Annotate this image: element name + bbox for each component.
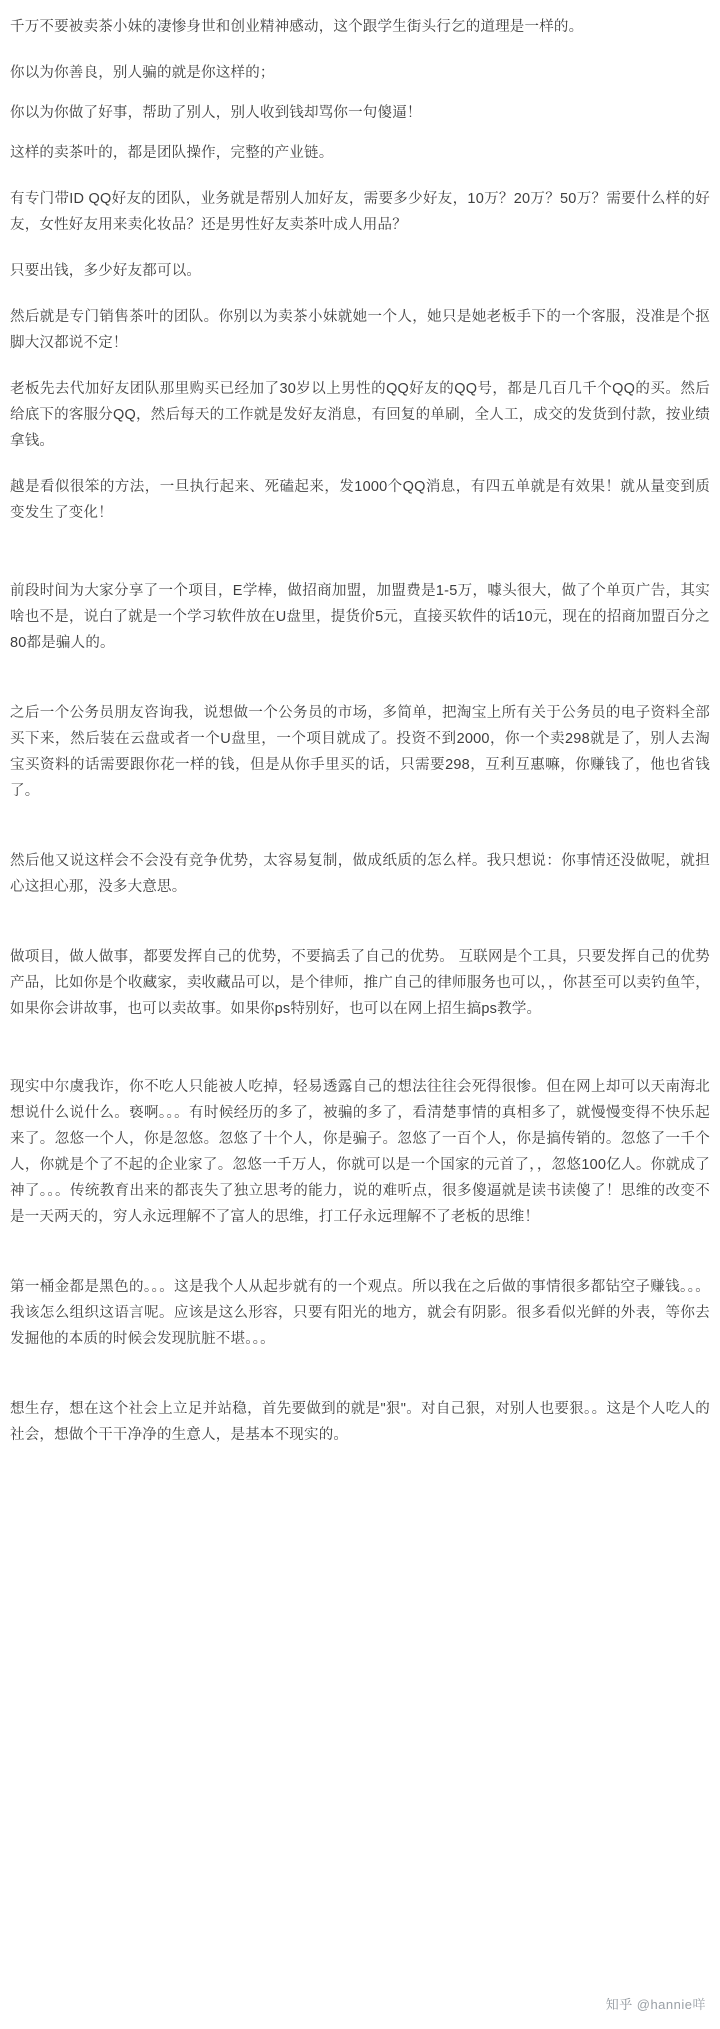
paragraph: 这样的卖茶叶的，都是团队操作，完整的产业链。: [10, 145, 334, 161]
paragraph: 然后他又说这样会不会没有竞争优势，太容易复制，做成纸质的怎么样。我只想说：你事情还没做呢，就担心这担心那，没多大意思。: [10, 853, 710, 895]
paragraph: 之后一个公务员朋友咨询我，说想做一个公务员的市场，多简单，把淘宝上所有关于公务员的电子资料全部买下来，然后装在云盘或者一个U盘里，一个项目就成了。投资不到2000，你一个卖298就是了，别人去淘宝买资料的话需要跟你花一样的钱，但是从你手里买的话，只需要298，互利互惠嘛，你赚钱了，他也省钱了。: [10, 705, 710, 799]
paragraph: 前段时间为大家分享了一个项目，E学棒，做招商加盟，加盟费是1-5万，噱头很大，做了个单页广告，其实啥也不是，说白了就是一个学习软件放在U盘里，提货价5元，直接买软件的话10元，现在的招商加盟百分之80都是骗人的。: [10, 583, 710, 651]
paragraph: 千万不要被卖茶小妹的凄惨身世和创业精神感动，这个跟学生街头行乞的道理是一样的。: [10, 19, 584, 35]
paragraph: 想生存，想在这个社会上立足并站稳，首先要做到的就是"狠"。对自己狠，对别人也要狠。。这是个人吃人的社会，想做个干干净净的生意人，是基本不现实的。: [10, 1401, 710, 1443]
paragraph: 有专门带ID QQ好友的团队，业务就是帮别人加好友，需要多少好友，10万？20万？50万？需要什么样的好友，女性好友用来卖化妆品？还是男性好友卖茶叶成人用品？: [10, 191, 710, 233]
watermark: [606, 1994, 706, 2013]
paragraph: 越是看似很笨的方法，一旦执行起来、死磕起来，发1000个QQ消息，有四五单就是有效果！就从量变到质变发生了变化！: [10, 479, 710, 521]
paragraph: 你以为你做了好事，帮助了别人，别人收到钱却骂你一句傻逼！: [10, 105, 422, 121]
paragraph: 你以为你善良，别人骗的就是你这样的；: [10, 65, 275, 81]
watermark-site: 知乎: [605, 1997, 633, 2012]
paragraph: 现实中尔虞我诈，你不吃人只能被人吃掉，轻易透露自己的想法往往会死得很惨。但在网上却可以天南海北想说什么说什么。亵啊。。。有时候经历的多了，被骗的多了，看清楚事情的真相多了，就慢慢变得不快乐起来了。忽悠一个人，你是忽悠。忽悠了十个人，你是骗子。忽悠了一百个人，你是搞传销的。忽悠了一千个人，你就是个了不起的企业家了。忽悠一千万人，你就可以是一个国家的元首了，，忽悠100亿人。你就成了神了。。。传统教育出来的都丧失了独立思考的能力，说的难听点，很多傻逼就是读书读傻了！思维的改变不是一天两天的，穷人永远理解不了富人的思维，打工仔永远理解不了老板的思维！: [10, 1079, 710, 1225]
paragraph: 第一桶金都是黑色的。。。这是我个人从起步就有的一个观点。所以我在之后做的事情很多都钻空子赚钱。。。我该怎么组织这语言呢。应该是这么形容，只要有阳光的地方，就会有阴影。很多看似光鲜的外表，等你去发掘他的本质的时候会发现肮脏不堪。。。: [10, 1279, 710, 1347]
paragraph: 然后就是专门销售茶叶的团队。你别以为卖茶小妹就她一个人，她只是她老板手下的一个客服，没准是个抠脚大汉都说不定！: [10, 309, 710, 351]
watermark-author: @hannie咩: [636, 1997, 706, 2012]
article-body: [10, 14, 710, 1448]
paragraph: 做项目，做人做事，都要发挥自己的优势，不要搞丢了自己的优势。 互联网是个工具，只要发挥自己的优势产品，比如你是个收藏家，卖收藏品可以，是个律师，推广自己的律师服务也可以，，你甚至可以卖钓鱼竿，如果你会讲故事，也可以卖故事。如果你ps特别好，也可以在网上招生搞ps教学。: [10, 949, 710, 1017]
paragraph: 只要出钱，多少好友都可以。: [10, 263, 202, 279]
paragraph: 老板先去代加好友团队那里购买已经加了30岁以上男性的QQ好友的QQ号，都是几百几千个QQ的买。然后给底下的客服分QQ，然后每天的工作就是发好友消息，有回复的单刷，全人工，成交的发货到付款，按业绩拿钱。: [10, 381, 710, 449]
